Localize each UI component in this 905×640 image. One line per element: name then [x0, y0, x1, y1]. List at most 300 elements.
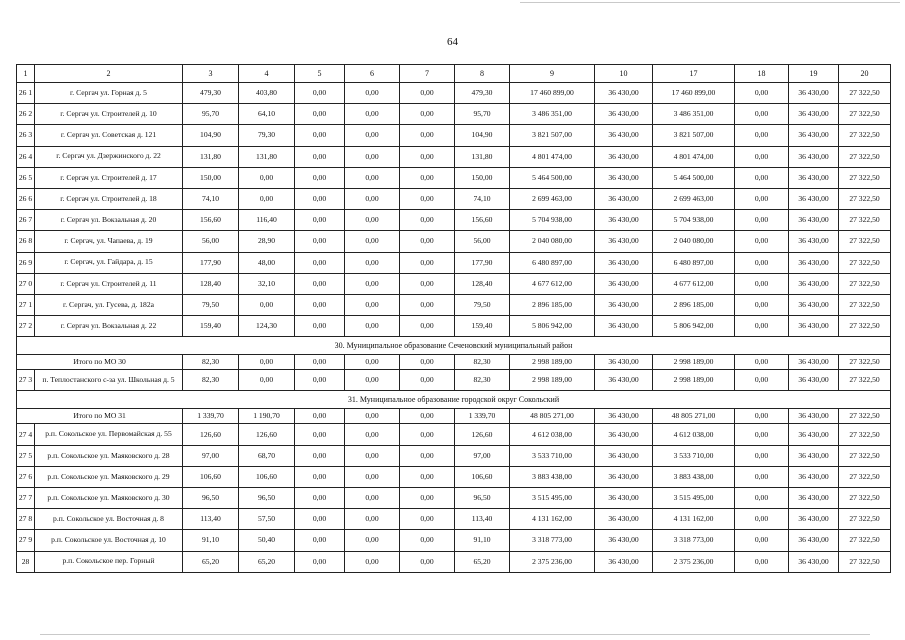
value-cell: 82,30 [455, 370, 510, 391]
value-cell: 0,00 [295, 146, 345, 167]
value-cell: 0,00 [400, 409, 455, 424]
value-cell: 2 699 463,00 [653, 188, 735, 209]
value-cell: 0,00 [735, 125, 789, 146]
value-cell: 0,00 [295, 83, 345, 104]
value-cell: 0,00 [735, 466, 789, 487]
value-cell: 17 460 899,00 [510, 83, 595, 104]
address-cell: г. Сергач, ул. Гайдара, д. 15 [35, 252, 183, 273]
table-row [17, 125, 891, 146]
value-cell: 0,00 [345, 316, 400, 337]
value-cell: 3 515 495,00 [653, 488, 735, 509]
value-cell: 106,60 [455, 466, 510, 487]
table-row [17, 530, 891, 551]
value-cell: 131,80 [455, 146, 510, 167]
value-cell: 403,80 [239, 83, 295, 104]
value-cell: 2 896 185,00 [653, 294, 735, 315]
value-cell: 124,30 [239, 316, 295, 337]
row-number: 27 5 [17, 445, 35, 466]
value-cell: 36 430,00 [789, 231, 839, 252]
address-cell: г. Сергач ул. Строителей д. 18 [35, 188, 183, 209]
value-cell: 156,60 [455, 210, 510, 231]
value-cell: 0,00 [400, 294, 455, 315]
address-cell: р.п. Сокольское ул. Первомайская д. 55 [35, 424, 183, 445]
value-cell: 2 998 189,00 [510, 355, 595, 370]
value-cell: 0,00 [345, 530, 400, 551]
value-cell: 0,00 [295, 273, 345, 294]
value-cell: 27 322,50 [839, 210, 891, 231]
value-cell: 4 801 474,00 [653, 146, 735, 167]
value-cell: 2 375 236,00 [510, 551, 595, 572]
value-cell: 36 430,00 [789, 125, 839, 146]
value-cell: 95,70 [183, 104, 239, 125]
value-cell: 0,00 [239, 355, 295, 370]
value-cell: 0,00 [735, 294, 789, 315]
value-cell: 27 322,50 [839, 530, 891, 551]
value-cell: 36 430,00 [595, 146, 653, 167]
value-cell: 0,00 [735, 530, 789, 551]
value-cell: 5 806 942,00 [653, 316, 735, 337]
table-row [17, 210, 891, 231]
value-cell: 3 515 495,00 [510, 488, 595, 509]
value-cell: 97,00 [183, 445, 239, 466]
value-cell: 0,00 [345, 509, 400, 530]
value-cell: 36 430,00 [595, 210, 653, 231]
value-cell: 36 430,00 [789, 488, 839, 509]
table-row [17, 370, 891, 391]
address-cell: р.п. Сокольское ул. Маяковского д. 29 [35, 466, 183, 487]
row-number: 26 1 [17, 83, 35, 104]
value-cell: 0,00 [400, 252, 455, 273]
value-cell: 0,00 [295, 210, 345, 231]
address-cell: р.п. Сокольское ул. Восточная д. 10 [35, 530, 183, 551]
value-cell: 27 322,50 [839, 551, 891, 572]
value-cell: 0,00 [400, 231, 455, 252]
scan-artifact-bottom [40, 634, 870, 635]
address-cell: г. Сергач ул. Горная д. 5 [35, 83, 183, 104]
value-cell: 57,50 [239, 509, 295, 530]
value-cell: 0,00 [345, 424, 400, 445]
value-cell: 3 533 710,00 [653, 445, 735, 466]
value-cell: 0,00 [295, 488, 345, 509]
value-cell: 0,00 [400, 316, 455, 337]
value-cell: 2 896 185,00 [510, 294, 595, 315]
value-cell: 27 322,50 [839, 509, 891, 530]
value-cell: 0,00 [345, 146, 400, 167]
row-number: 26 7 [17, 210, 35, 231]
value-cell: 0,00 [295, 445, 345, 466]
value-cell: 36 430,00 [789, 316, 839, 337]
value-cell: 0,00 [295, 231, 345, 252]
value-cell: 36 430,00 [789, 252, 839, 273]
value-cell: 95,70 [455, 104, 510, 125]
value-cell: 48 805 271,00 [510, 409, 595, 424]
value-cell: 131,80 [183, 146, 239, 167]
value-cell: 2 699 463,00 [510, 188, 595, 209]
address-cell: г. Сергач, ул. Чапаева, д. 19 [35, 231, 183, 252]
value-cell: 6 480 897,00 [510, 252, 595, 273]
value-cell: 74,10 [183, 188, 239, 209]
value-cell: 0,00 [295, 409, 345, 424]
value-cell: 65,20 [183, 551, 239, 572]
value-cell: 0,00 [295, 167, 345, 188]
value-cell: 1 339,70 [455, 409, 510, 424]
table-row [17, 231, 891, 252]
header-cell: 17 [653, 65, 735, 83]
value-cell: 0,00 [295, 294, 345, 315]
value-cell: 96,50 [455, 488, 510, 509]
value-cell: 27 322,50 [839, 252, 891, 273]
value-cell: 0,00 [345, 551, 400, 572]
value-cell: 0,00 [345, 294, 400, 315]
value-cell: 50,40 [239, 530, 295, 551]
table-row [17, 445, 891, 466]
value-cell: 3 533 710,00 [510, 445, 595, 466]
address-cell: р.п. Сокольское ул. Восточная д. 8 [35, 509, 183, 530]
header-cell: 3 [183, 65, 239, 83]
housing-registry-table [16, 64, 891, 573]
value-cell: 65,20 [455, 551, 510, 572]
value-cell: 0,00 [345, 104, 400, 125]
row-number: 26 6 [17, 188, 35, 209]
header-cell: 2 [35, 65, 183, 83]
section-title: 30. Муниципальное образование Сеченовский муниципальный район [17, 337, 891, 355]
value-cell: 27 322,50 [839, 488, 891, 509]
value-cell: 4 801 474,00 [510, 146, 595, 167]
total-label: Итого по МО 30 [17, 355, 183, 370]
value-cell: 36 430,00 [789, 83, 839, 104]
value-cell: 56,00 [455, 231, 510, 252]
value-cell: 0,00 [735, 355, 789, 370]
value-cell: 0,00 [345, 231, 400, 252]
value-cell: 113,40 [183, 509, 239, 530]
value-cell: 0,00 [400, 509, 455, 530]
page-number: 64 [447, 36, 458, 48]
value-cell: 36 430,00 [789, 551, 839, 572]
value-cell: 0,00 [735, 167, 789, 188]
value-cell: 36 430,00 [789, 104, 839, 125]
value-cell: 113,40 [455, 509, 510, 530]
value-cell: 0,00 [400, 83, 455, 104]
address-cell: г. Сергач ул. Советская д. 121 [35, 125, 183, 146]
total-row [17, 355, 891, 370]
value-cell: 126,60 [183, 424, 239, 445]
row-number: 27 2 [17, 316, 35, 337]
table-row [17, 252, 891, 273]
header-cell: 6 [345, 65, 400, 83]
value-cell: 65,20 [239, 551, 295, 572]
address-cell: г. Сергач ул. Строителей д. 10 [35, 104, 183, 125]
value-cell: 156,60 [183, 210, 239, 231]
value-cell: 27 322,50 [839, 104, 891, 125]
value-cell: 36 430,00 [595, 509, 653, 530]
value-cell: 0,00 [345, 370, 400, 391]
value-cell: 0,00 [345, 355, 400, 370]
table-row [17, 273, 891, 294]
value-cell: 0,00 [295, 509, 345, 530]
row-number: 28 [17, 551, 35, 572]
value-cell: 104,90 [455, 125, 510, 146]
value-cell: 36 430,00 [595, 355, 653, 370]
value-cell: 96,50 [183, 488, 239, 509]
value-cell: 3 318 773,00 [653, 530, 735, 551]
value-cell: 116,40 [239, 210, 295, 231]
value-cell: 6 480 897,00 [653, 252, 735, 273]
value-cell: 0,00 [400, 445, 455, 466]
address-cell: р.п. Сокольское ул. Маяковского д. 28 [35, 445, 183, 466]
row-number: 27 7 [17, 488, 35, 509]
value-cell: 36 430,00 [789, 409, 839, 424]
value-cell: 0,00 [295, 125, 345, 146]
address-cell: г. Сергач ул. Вокзальная д. 22 [35, 316, 183, 337]
value-cell: 106,60 [239, 466, 295, 487]
value-cell: 0,00 [735, 424, 789, 445]
value-cell: 0,00 [345, 409, 400, 424]
value-cell: 0,00 [735, 104, 789, 125]
value-cell: 27 322,50 [839, 445, 891, 466]
value-cell: 27 322,50 [839, 355, 891, 370]
value-cell: 0,00 [400, 370, 455, 391]
value-cell: 97,00 [455, 445, 510, 466]
value-cell: 91,10 [183, 530, 239, 551]
value-cell: 0,00 [400, 273, 455, 294]
value-cell: 3 883 438,00 [653, 466, 735, 487]
value-cell: 5 464 500,00 [510, 167, 595, 188]
value-cell: 0,00 [735, 445, 789, 466]
value-cell: 27 322,50 [839, 294, 891, 315]
value-cell: 177,90 [183, 252, 239, 273]
value-cell: 36 430,00 [789, 509, 839, 530]
row-number: 26 3 [17, 125, 35, 146]
value-cell: 27 322,50 [839, 83, 891, 104]
value-cell: 4 131 162,00 [653, 509, 735, 530]
value-cell: 36 430,00 [789, 188, 839, 209]
header-cell: 7 [400, 65, 455, 83]
value-cell: 36 430,00 [595, 316, 653, 337]
value-cell: 0,00 [735, 488, 789, 509]
value-cell: 36 430,00 [595, 551, 653, 572]
value-cell: 0,00 [295, 370, 345, 391]
value-cell: 79,50 [455, 294, 510, 315]
scan-artifact-top [520, 2, 900, 3]
value-cell: 27 322,50 [839, 146, 891, 167]
value-cell: 5 704 938,00 [510, 210, 595, 231]
value-cell: 36 430,00 [789, 210, 839, 231]
value-cell: 0,00 [239, 294, 295, 315]
table-row [17, 466, 891, 487]
value-cell: 64,10 [239, 104, 295, 125]
value-cell: 36 430,00 [789, 466, 839, 487]
value-cell: 104,90 [183, 125, 239, 146]
value-cell: 36 430,00 [789, 167, 839, 188]
value-cell: 5 704 938,00 [653, 210, 735, 231]
value-cell: 128,40 [183, 273, 239, 294]
table-row [17, 294, 891, 315]
value-cell: 3 821 507,00 [510, 125, 595, 146]
value-cell: 36 430,00 [595, 273, 653, 294]
value-cell: 36 430,00 [789, 370, 839, 391]
table-row [17, 551, 891, 572]
value-cell: 36 430,00 [595, 409, 653, 424]
value-cell: 3 821 507,00 [653, 125, 735, 146]
value-cell: 0,00 [345, 125, 400, 146]
value-cell: 27 322,50 [839, 125, 891, 146]
value-cell: 0,00 [735, 273, 789, 294]
value-cell: 0,00 [735, 188, 789, 209]
header-cell: 19 [789, 65, 839, 83]
value-cell: 36 430,00 [595, 370, 653, 391]
total-label: Итого по МО 31 [17, 409, 183, 424]
value-cell: 91,10 [455, 530, 510, 551]
header-cell: 1 [17, 65, 35, 83]
table-row [17, 146, 891, 167]
value-cell: 0,00 [400, 530, 455, 551]
value-cell: 4 677 612,00 [653, 273, 735, 294]
value-cell: 0,00 [239, 370, 295, 391]
value-cell: 79,50 [183, 294, 239, 315]
value-cell: 28,90 [239, 231, 295, 252]
value-cell: 0,00 [345, 210, 400, 231]
value-cell: 36 430,00 [789, 424, 839, 445]
table-row [17, 188, 891, 209]
value-cell: 0,00 [735, 252, 789, 273]
value-cell: 0,00 [735, 231, 789, 252]
value-cell: 36 430,00 [789, 355, 839, 370]
value-cell: 3 883 438,00 [510, 466, 595, 487]
value-cell: 36 430,00 [595, 231, 653, 252]
row-number: 26 5 [17, 167, 35, 188]
value-cell: 27 322,50 [839, 273, 891, 294]
value-cell: 82,30 [183, 370, 239, 391]
value-cell: 4 131 162,00 [510, 509, 595, 530]
value-cell: 2 998 189,00 [510, 370, 595, 391]
value-cell: 0,00 [400, 125, 455, 146]
value-cell: 0,00 [295, 355, 345, 370]
value-cell: 0,00 [400, 210, 455, 231]
row-number: 26 2 [17, 104, 35, 125]
value-cell: 0,00 [735, 210, 789, 231]
value-cell: 159,40 [455, 316, 510, 337]
value-cell: 2 998 189,00 [653, 355, 735, 370]
value-cell: 2 998 189,00 [653, 370, 735, 391]
value-cell: 177,90 [455, 252, 510, 273]
value-cell: 4 612 038,00 [510, 424, 595, 445]
address-cell: г. Сергач ул. Строителей д. 17 [35, 167, 183, 188]
value-cell: 0,00 [295, 252, 345, 273]
row-number: 27 0 [17, 273, 35, 294]
value-cell: 0,00 [295, 316, 345, 337]
value-cell: 36 430,00 [789, 146, 839, 167]
value-cell: 0,00 [295, 530, 345, 551]
address-cell: р.п. Сокольское ул. Маяковского д. 30 [35, 488, 183, 509]
total-row [17, 409, 891, 424]
address-cell: г. Сергач ул. Дзержинского д. 22 [35, 146, 183, 167]
value-cell: 479,30 [455, 83, 510, 104]
section-heading-row [17, 337, 891, 355]
table-row [17, 167, 891, 188]
value-cell: 0,00 [345, 167, 400, 188]
address-cell: п. Теплостанского с-за ул. Школьная д. 5 [35, 370, 183, 391]
value-cell: 0,00 [735, 370, 789, 391]
row-number: 27 1 [17, 294, 35, 315]
value-cell: 36 430,00 [595, 424, 653, 445]
value-cell: 32,10 [239, 273, 295, 294]
value-cell: 0,00 [295, 466, 345, 487]
value-cell: 74,10 [455, 188, 510, 209]
value-cell: 36 430,00 [595, 167, 653, 188]
row-number: 26 4 [17, 146, 35, 167]
value-cell: 0,00 [345, 188, 400, 209]
value-cell: 128,40 [455, 273, 510, 294]
value-cell: 0,00 [735, 409, 789, 424]
row-number: 27 4 [17, 424, 35, 445]
value-cell: 36 430,00 [595, 83, 653, 104]
value-cell: 0,00 [735, 551, 789, 572]
header-cell: 5 [295, 65, 345, 83]
table-row [17, 83, 891, 104]
value-cell: 27 322,50 [839, 424, 891, 445]
value-cell: 0,00 [400, 424, 455, 445]
value-cell: 3 486 351,00 [653, 104, 735, 125]
row-number: 27 6 [17, 466, 35, 487]
value-cell: 159,40 [183, 316, 239, 337]
value-cell: 0,00 [345, 466, 400, 487]
value-cell: 36 430,00 [595, 488, 653, 509]
header-cell: 8 [455, 65, 510, 83]
value-cell: 36 430,00 [595, 445, 653, 466]
value-cell: 0,00 [400, 146, 455, 167]
value-cell: 27 322,50 [839, 466, 891, 487]
value-cell: 0,00 [239, 167, 295, 188]
value-cell: 36 430,00 [595, 104, 653, 125]
row-number: 26 8 [17, 231, 35, 252]
value-cell: 27 322,50 [839, 370, 891, 391]
table-row [17, 509, 891, 530]
address-cell: г. Сергач ул. Вокзальная д. 20 [35, 210, 183, 231]
header-cell: 20 [839, 65, 891, 83]
value-cell: 79,30 [239, 125, 295, 146]
section-title: 31. Муниципальное образование городской округ Сокольский [17, 391, 891, 409]
value-cell: 0,00 [239, 188, 295, 209]
value-cell: 3 486 351,00 [510, 104, 595, 125]
value-cell: 0,00 [735, 316, 789, 337]
value-cell: 36 430,00 [595, 188, 653, 209]
value-cell: 0,00 [345, 252, 400, 273]
value-cell: 0,00 [295, 104, 345, 125]
value-cell: 0,00 [400, 167, 455, 188]
value-cell: 3 318 773,00 [510, 530, 595, 551]
value-cell: 56,00 [183, 231, 239, 252]
value-cell: 0,00 [400, 488, 455, 509]
value-cell: 0,00 [735, 146, 789, 167]
value-cell: 27 322,50 [839, 167, 891, 188]
value-cell: 27 322,50 [839, 316, 891, 337]
header-cell: 18 [735, 65, 789, 83]
value-cell: 68,70 [239, 445, 295, 466]
table-row [17, 104, 891, 125]
value-cell: 0,00 [400, 551, 455, 572]
value-cell: 0,00 [400, 104, 455, 125]
header-cell: 4 [239, 65, 295, 83]
value-cell: 150,00 [455, 167, 510, 188]
value-cell: 27 322,50 [839, 188, 891, 209]
value-cell: 36 430,00 [789, 445, 839, 466]
value-cell: 126,60 [239, 424, 295, 445]
value-cell: 5 464 500,00 [653, 167, 735, 188]
value-cell: 0,00 [345, 445, 400, 466]
row-number: 26 9 [17, 252, 35, 273]
address-cell: г. Сергач, ул. Гусева, д. 182а [35, 294, 183, 315]
value-cell: 27 322,50 [839, 409, 891, 424]
